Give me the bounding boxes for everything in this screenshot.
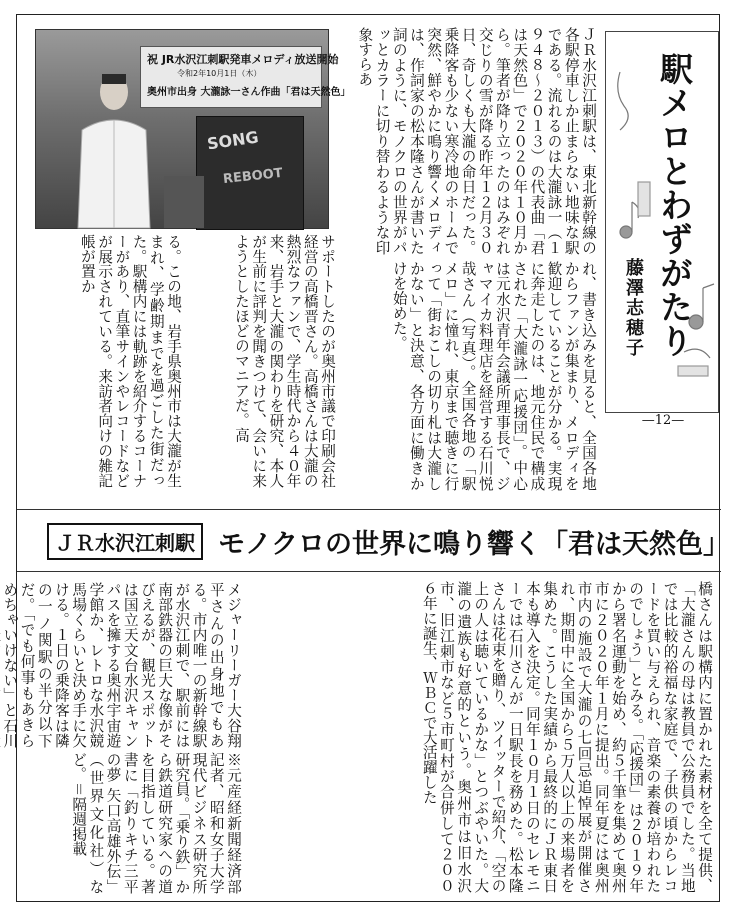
photo-banner [140, 46, 351, 108]
poster-text-song: SONG [205, 127, 260, 154]
photo-foreground [164, 176, 204, 228]
person-figure [76, 70, 152, 228]
photo-banner-date: 令和2年10月1日（木） [177, 69, 262, 78]
series-author: 藤澤志穂子 [623, 258, 644, 358]
article-block-lower-note: ※元産経新聞経済部記者、昭和女子大学現代ビジネス研究所研究員。「乗り鉄」から鉄道研究家への道を目指している。著書に「釣りキチ三平の夢 矢口高雄外伝」（世界文化社）など。＝隔週掲載 [70, 752, 242, 894]
headline-top-rule [17, 509, 721, 510]
photo-banner-title: 祝 JR水沢江刺駅発車メロディ放送開始 [147, 53, 339, 66]
photo-banner-caption: 奥州市出身 大瀧詠一さん作曲「君は天然色」 [147, 87, 351, 98]
series-title: 駅メロとわずがたり [655, 52, 694, 358]
article-text-upper-b: れ、書き込みを見ると、全国各地からファンが集まり、メロディを歓迎していることが分かる。実現に奔走したのは、地元住民で構成された「大瀧詠一応援団」。中心は元水沢青年会議所理事長で、ジャマイカ料理店を経営する石川悦哉さん（写真）。全国各地の「駅メロ」に憧れ、東京まで聴きに行って「街おこしの切り札は大瀧しかない」と決意、各方面に働きかけを始めた。 [390, 261, 597, 491]
article-text-upper-c: ＪＲ水沢江刺駅は、東北新幹線の各駅停車しか止まらない地味な駅である。流れるのは大瀧詠一（１９４８〜２０１３）の代表曲「君は天然色」で２０２０年１０月から。筆者が降り立ったのはみぞれ交じりの雪が降る昨年１２月３０日、奇しくも大瀧の命日だった。乗降客も少ない寒冷地のホームで突然、鮮やかに鳴り響くメロディは、作詞家の松本隆さんが書いた詞のように、モノクロの世界がパッとカラーに切り替わるような印象すらあ [356, 27, 597, 255]
article-block-lower-a: メジャーリーガー大谷翔平さんの出身地でもある。市内唯一の新幹線駅が水沢江刺で、駅前には南部鉄器の巨大な像がそびえるが、観光スポットは国立天文台水沢キャンパスを擁する奥州宇宙遊学館か、レトロな水沢競馬場くらいと決め手に欠ける。１日の乗降客は隣の一ノ関駅の半分以下だ。「でも何事もあきらめちゃいけない」と石川 [1, 582, 242, 748]
poster-text-reboot: REBOOT [222, 165, 284, 188]
series-column-box [605, 31, 719, 413]
article-block-upper-mid: サポートしたのが奥州市議で印刷会社経営の高橋晋さん。高橋さんは大瀧の熱烈なファンで、学生時代から４０年来、岩手と大瀧の関わりを研究、本人が生前に評判を聞きつけて、会いに来ようとしたほどのマニアだ。高 [232, 234, 336, 488]
headline [47, 522, 730, 562]
photo-poster [196, 116, 304, 230]
article-block-upper-left: る。この地、岩手県奥州市は大瀧が生まれ、学齢期までを過ごした街だった。駅構内には軌跡を紹介するコーナーがあり、直筆サインやレコードなどが展示されている。来訪者向けの雑記帳が置か [78, 234, 182, 488]
headline-main: モノクロの世界に鳴り響く「君は天然色」 [218, 529, 731, 560]
headline-station-tag: ＪＲ水沢江刺駅 [47, 523, 203, 560]
headline-bottom-rule [17, 571, 721, 572]
article-photo [35, 29, 351, 229]
series-number: —12— [641, 413, 685, 428]
article-text-lower-b: 橋さんは駅構内に置かれた素材を全て提供、「大瀧さんの母は教員で公務員でした。当地では比較的裕福な家庭で、子供の頃からレコードを買い与えられ、音楽の素養が培われたのでしょう」とみる。「応援団」は２０１９年から署名運動を始め、約５千筆を集めて奥州市に２０２０年１月に提出。同年夏には奥州市内の施設で大瀧の七回忌追悼展が開催され、期間中に全国から５万人以上の来場者を集めた。こうした実績から最終的にＪＲ東日本も導入を決定。同年１０月１日のセレモニーでは石川さんが一日駅長を務めた。松本隆さんは花束を贈り、ツイッターで紹介、「空の上の人は聴いているかな」とつぶやいた。大瀧の遺族も好意的という。奥州市は旧水沢市、旧江刺市など５市町村が合併して２００６年に誕生、ＷＢＣで大活躍した [420, 581, 713, 893]
